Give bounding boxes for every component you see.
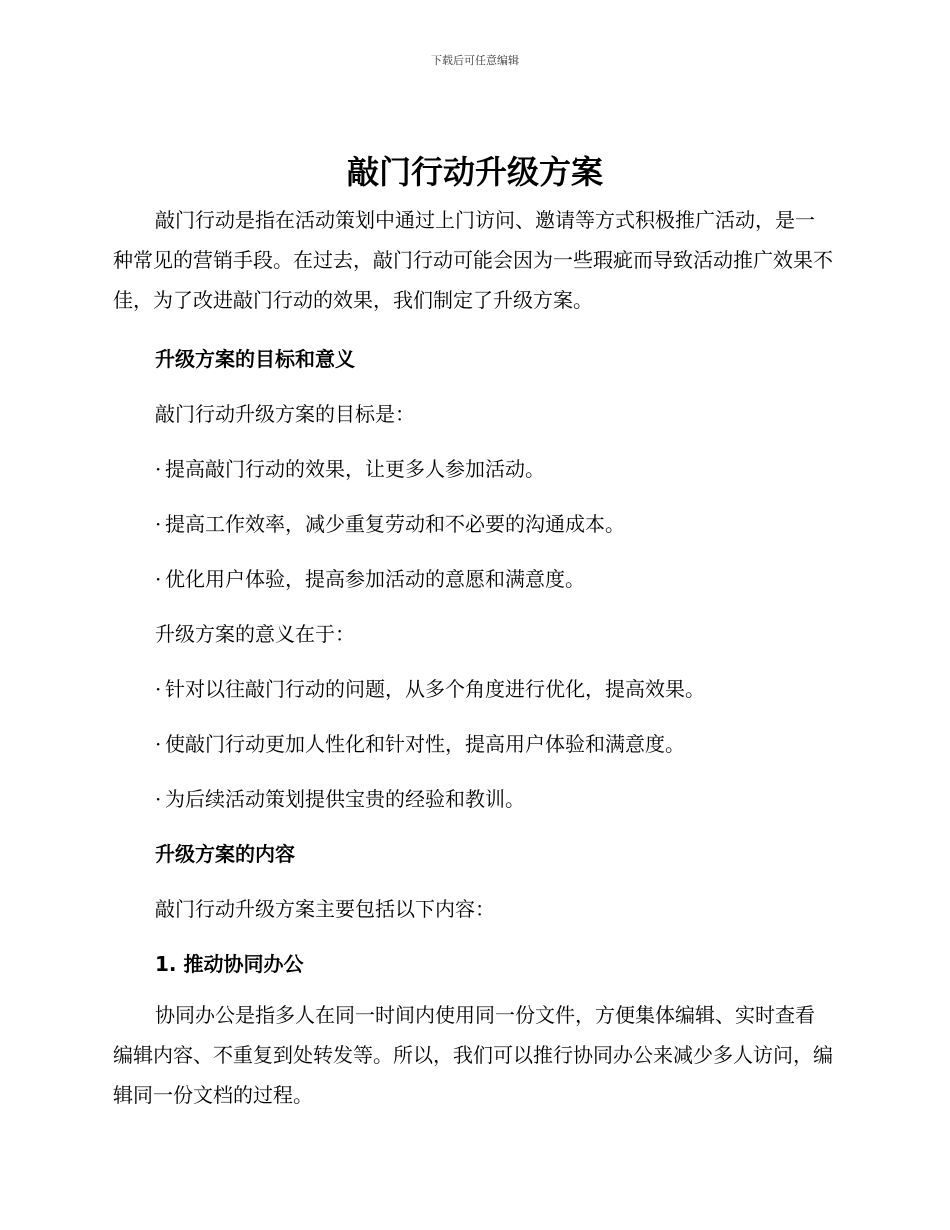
item-heading-collaboration: 1. 推动协同办公 [155,952,304,976]
meaning-item: · 针对以往敲门行动的问题，从多个角度进行优化，提高效果。 [155,677,705,701]
meaning-intro: 升级方案的意义在于： [155,622,355,646]
bullet-icon: · [155,732,162,756]
section-heading-goals: 升级方案的目标和意义 [155,347,355,371]
content-intro: 敲门行动升级方案主要包括以下内容： [155,897,495,921]
goal-item: · 提高工作效率，减少重复劳动和不必要的沟通成本。 [155,512,625,536]
document-body [113,200,833,1115]
meaning-item: · 为后续活动策划提供宝贵的经验和教训。 [155,787,525,811]
item-paragraph-collaboration: 协同办公是指多人在同一时间内使用同一份文件，方便集体编辑、实时查看编辑内容、不重复到处转发等。所以，我们可以推行协同办公来减少多人访问，编辑同一份文档的过程。 [113,1003,833,1107]
bullet-icon: · [155,567,162,591]
bullet-icon: · [155,512,162,536]
intro-paragraph: 敲门行动是指在活动策划中通过上门访问、邀请等方式积极推广活动，是一种常见的营销手段。在过去，敲门行动可能会因为一些瑕疵而导致活动推广效果不佳，为了改进敲门行动的效果，我们制定了升级方案。 [113,208,833,312]
section-heading-content: 升级方案的内容 [155,842,295,866]
document-title: 敲门行动升级方案 [346,153,603,191]
bullet-icon: · [155,457,162,481]
goal-item: · 提高敲门行动的效果，让更多人参加活动。 [155,457,545,481]
meaning-item: · 使敲门行动更加人性化和针对性，提高用户体验和满意度。 [155,732,685,756]
bullet-icon: · [155,677,162,701]
goal-item: · 优化用户体验，提高参加活动的意愿和满意度。 [155,567,585,591]
page-header: 下载后可任意编辑 [431,54,519,67]
bullet-icon: · [155,787,162,811]
goals-intro: 敲门行动升级方案的目标是： [155,402,415,426]
